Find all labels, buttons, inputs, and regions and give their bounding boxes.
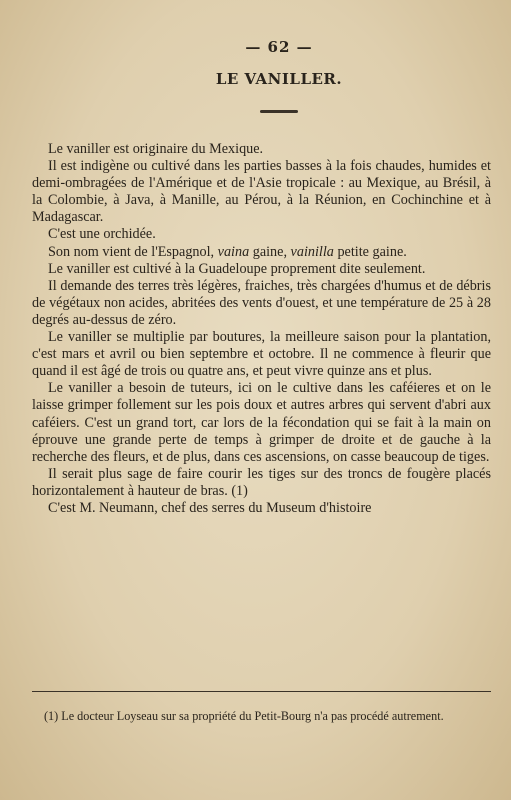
- italic-term: vainilla: [290, 243, 334, 260]
- page-number: — 62 —: [245, 38, 313, 56]
- paragraph: [32, 244, 491, 261]
- italic-term: vaina: [217, 243, 250, 260]
- body-text: [32, 141, 491, 517]
- text-run: Il serait plus sage de faire courir les tiges sur des troncs de fougère placés horizontalement à hauteur de bras. (1): [32, 465, 491, 499]
- paragraph: [32, 500, 491, 517]
- text-run: Le vaniller se multiplie par boutures, la meilleure saison pour la plantation, c'est mars et avril ou bien septembre et octobre. Il ne commence à fleurir que quand il est âgé de trois ou quatre ans, et peut vivre quinze ans et plus.: [32, 329, 491, 380]
- text-run: C'est M. Neumann, chef des serres du Museum d'histoire: [48, 499, 372, 516]
- chapter-title: LE VANILLER.: [215, 70, 343, 88]
- footnote: (1) Le docteur Loyseau sur sa propriété du Petit-Bourg n'a pas procédé autrement.: [44, 709, 444, 723]
- title-ornament-rule: [260, 110, 298, 113]
- paragraph: [32, 261, 491, 278]
- paragraph: [32, 466, 491, 500]
- text-run: Le vaniller est originaire du Mexique.: [48, 141, 264, 157]
- text-run: Son nom vient de l'Espagnol,: [48, 243, 218, 260]
- footnote-separator: [32, 691, 491, 692]
- text-run: petite gaine.: [333, 243, 407, 260]
- text-run: gaine,: [249, 243, 291, 260]
- paragraph: [32, 278, 491, 329]
- text-run: Il est indigène ou cultivé dans les parties basses à la fois chaudes, humides et demi-ombragées de l'Amérique et de l'Asie tropicale : au Mexique, au Brésil, à la Colombie, à Java, à Manille, au Pérou, à la Réunion, en Cochinchine et à Madagascar.: [32, 158, 491, 226]
- paragraph: [32, 158, 491, 226]
- paragraph: [32, 226, 491, 243]
- paragraph: [32, 329, 491, 380]
- paragraph: [32, 141, 491, 158]
- text-run: Il demande des terres très légères, fraiches, très chargées d'humus et de débris de végétaux non acides, abritées des vents d'ouest, et une température de 25 à 28 degrés au-dessus de zéro.: [32, 277, 491, 328]
- text-run: C'est une orchidée.: [48, 226, 156, 243]
- text-run: Le vaniller a besoin de tuteurs, ici on le cultive dans les caféieres et on le laisse grimper follement sur les pois doux et autres arbres qui servent d'abri aux caféiers. C'est un grand tort, car lors de la fécondation qui se fait à la main on éprouve une grande perte de temps à grimper de droite et de gauche à la recherche des fleurs, et de plus, dans ces ascensions, on casse beaucoup de tiges.: [32, 380, 491, 465]
- paragraph: [32, 380, 491, 465]
- text-run: Le vaniller est cultivé à la Guadeloupe proprement dite seulement.: [48, 260, 426, 277]
